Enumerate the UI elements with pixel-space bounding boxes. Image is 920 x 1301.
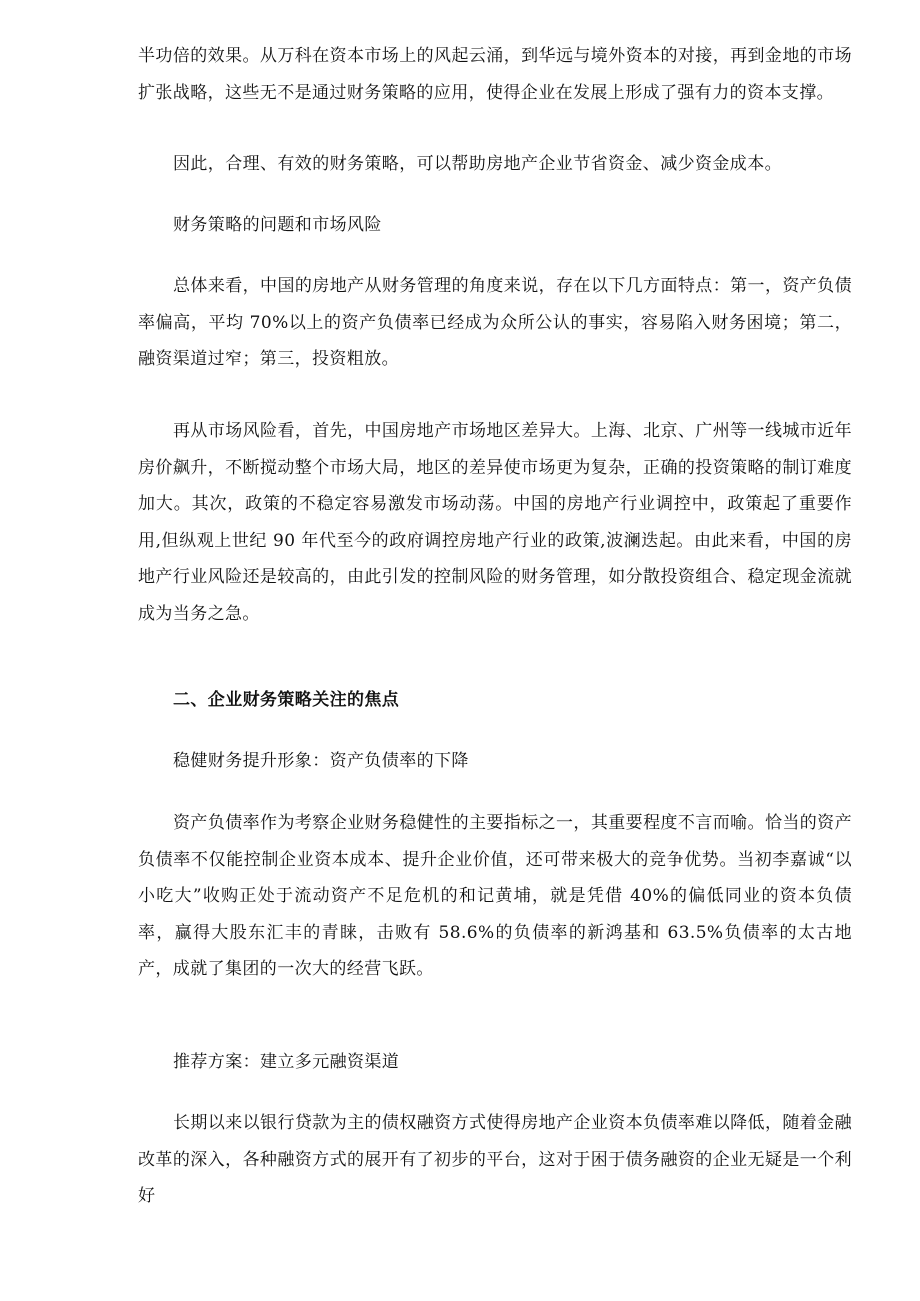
subheading-debt-ratio: 稳健财务提升形象：资产负债率的下降	[173, 751, 469, 771]
paragraph-overview: 总体来看，中国的房地产从财务管理的角度来说，存在以下几方面特点：第一，资产负债率偏高，平均 70%以上的资产负债率已经成为众所公认的事实，容易陷入财务困境；第二，融资渠道过窄；第三，投资粗放。	[138, 276, 852, 369]
subheading-financial-risk: 财务策略的问题和市场风险	[173, 215, 382, 235]
paragraph-intro-continuation: 半功倍的效果。从万科在资本市场上的风起云涌，到华远与境外资本的对接，再到金地的市场扩张战略，这些无不是通过财务策略的应用，使得企业在发展上形成了强有力的资本支撑。	[138, 46, 852, 103]
subheading-financing-channels: 推荐方案：建立多元融资渠道	[173, 1052, 400, 1072]
section-heading: 二、企业财务策略关注的焦点	[173, 690, 400, 710]
paragraph-conclusion: 因此，合理、有效的财务策略，可以帮助房地产企业节省资金、减少资金成本。	[173, 154, 782, 174]
paragraph-debt-ratio: 资产负债率作为考察企业财务稳健性的主要指标之一，其重要程度不言而喻。恰当的资产负债率不仅能控制企业资本成本、提升企业价值，还可带来极大的竞争优势。当初李嘉诚“以小吃大”收购正处于流动资产不足危机的和记黄埔，就是凭借 40%的偏低同业的资本负债率，赢得大股东汇丰的青睐，击败有 58.6%的负债率的新鸿基和 63.5%负债率的太古地产，成就了集团的一次大的经营飞跃。	[138, 813, 852, 979]
paragraph-financing: 长期以来以银行贷款为主的债权融资方式使得房地产企业资本负债率难以降低，随着金融改革的深入，各种融资方式的展开有了初步的平台，这对于困于债务融资的企业无疑是一个利好	[138, 1113, 852, 1206]
paragraph-market-risk: 再从市场风险看，首先，中国房地产市场地区差异大。上海、北京、广州等一线城市近年房价飙升，不断搅动整个市场大局，地区的差异使市场更为复杂，正确的投资策略的制订难度加大。其次，政策的不稳定容易激发市场动荡。中国的房地产行业调控中，政策起了重要作用,但纵观上世纪 90 年代至今的政府调控房地产行业的政策,波澜迭起。由此来看，中国的房地产行业风险还是较高的，由此引发的控制风险的财务管理，如分散投资组合、稳定现金流就成为当务之急。	[138, 421, 852, 624]
